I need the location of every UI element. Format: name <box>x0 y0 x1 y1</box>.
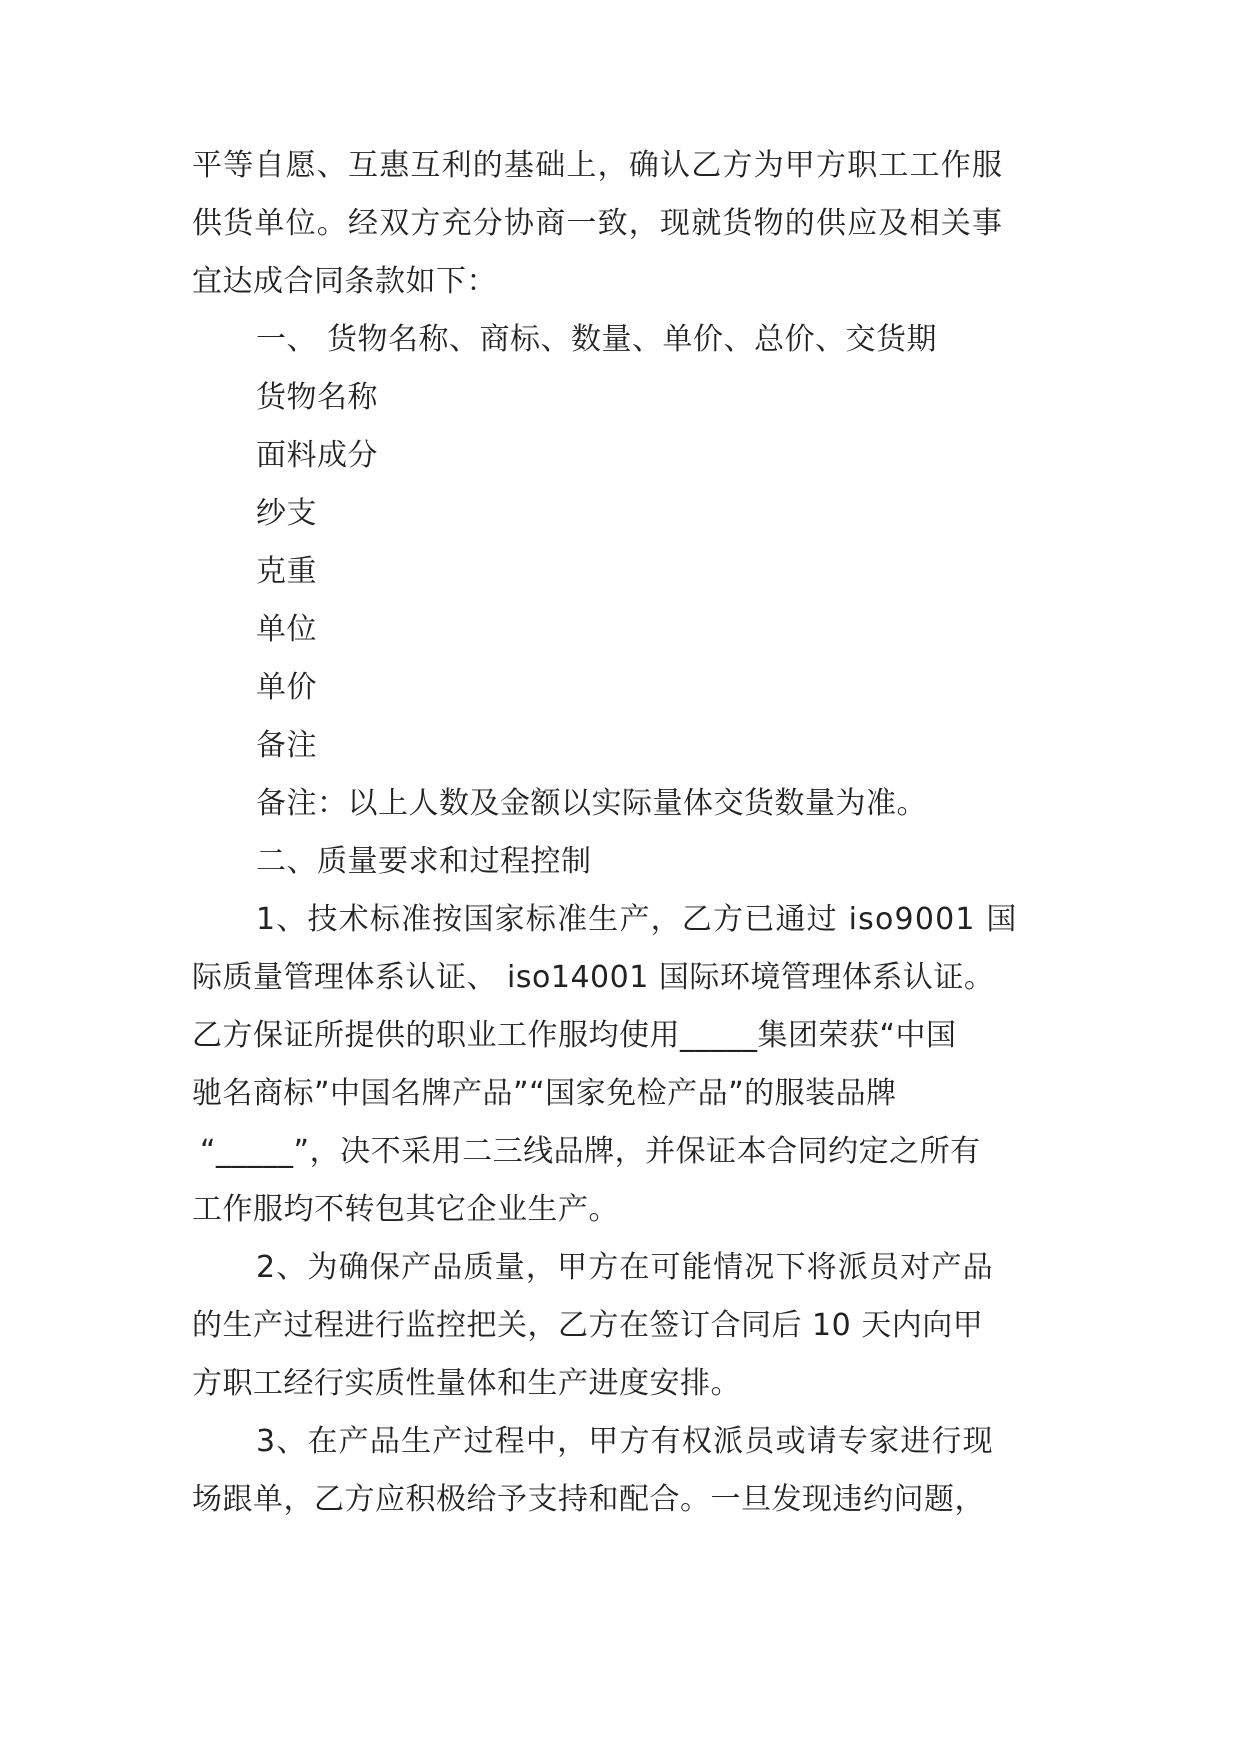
list-item: 面料成分 <box>256 438 378 473</box>
paragraph-line: 方职工经行实质性量体和生产进度安排。 <box>192 1366 741 1401</box>
list-item: 备注 <box>256 728 317 763</box>
paragraph-line: 1、技术标准按国家标准生产，乙方已通过 iso9001 国 <box>256 902 1018 937</box>
paragraph-line: 宜达成合同条款如下： <box>192 264 497 299</box>
paragraph-line: 驰名商标”中国名牌产品”“国家免检产品”的服装品牌 <box>192 1076 897 1111</box>
list-item: 单位 <box>256 612 317 647</box>
paragraph-line: 3、在产品生产过程中，甲方有权派员或请专家进行现 <box>256 1424 994 1459</box>
list-item: 纱支 <box>256 496 317 531</box>
paragraph-line: 工作服均不转包其它企业生产。 <box>192 1192 619 1227</box>
note-line: 备注：以上人数及金额以实际量体交货数量为准。 <box>256 786 927 821</box>
section-heading: 二、质量要求和过程控制 <box>256 844 592 879</box>
paragraph-line: 场跟单，乙方应积极给予支持和配合。一旦发现违约问题， <box>192 1482 985 1517</box>
paragraph-line: 平等自愿、互惠互利的基础上，确认乙方为甲方职工工作服 <box>192 148 1004 183</box>
list-item: 克重 <box>256 554 317 589</box>
paragraph-line: 际质量管理体系认证、 iso14001 国际环境管理体系认证。 <box>192 960 995 995</box>
list-item: 货物名称 <box>256 380 378 415</box>
section-heading: 一、 货物名称、商标、数量、单价、总价、交货期 <box>256 322 938 357</box>
paragraph-line: “_____”，决不采用二三线品牌，并保证本合同约定之所有 <box>200 1134 981 1169</box>
paragraph-line: 乙方保证所提供的职业工作服均使用_____集团荣获“中国 <box>192 1018 957 1053</box>
paragraph-line: 供货单位。经双方充分协商一致，现就货物的供应及相关事 <box>192 206 1004 241</box>
list-item: 单价 <box>256 670 317 705</box>
paragraph-line: 的生产过程进行监控把关，乙方在签订合同后 10 天内向甲 <box>192 1308 984 1343</box>
paragraph-line: 2、为确保产品质量，甲方在可能情况下将派员对产品 <box>256 1250 994 1285</box>
